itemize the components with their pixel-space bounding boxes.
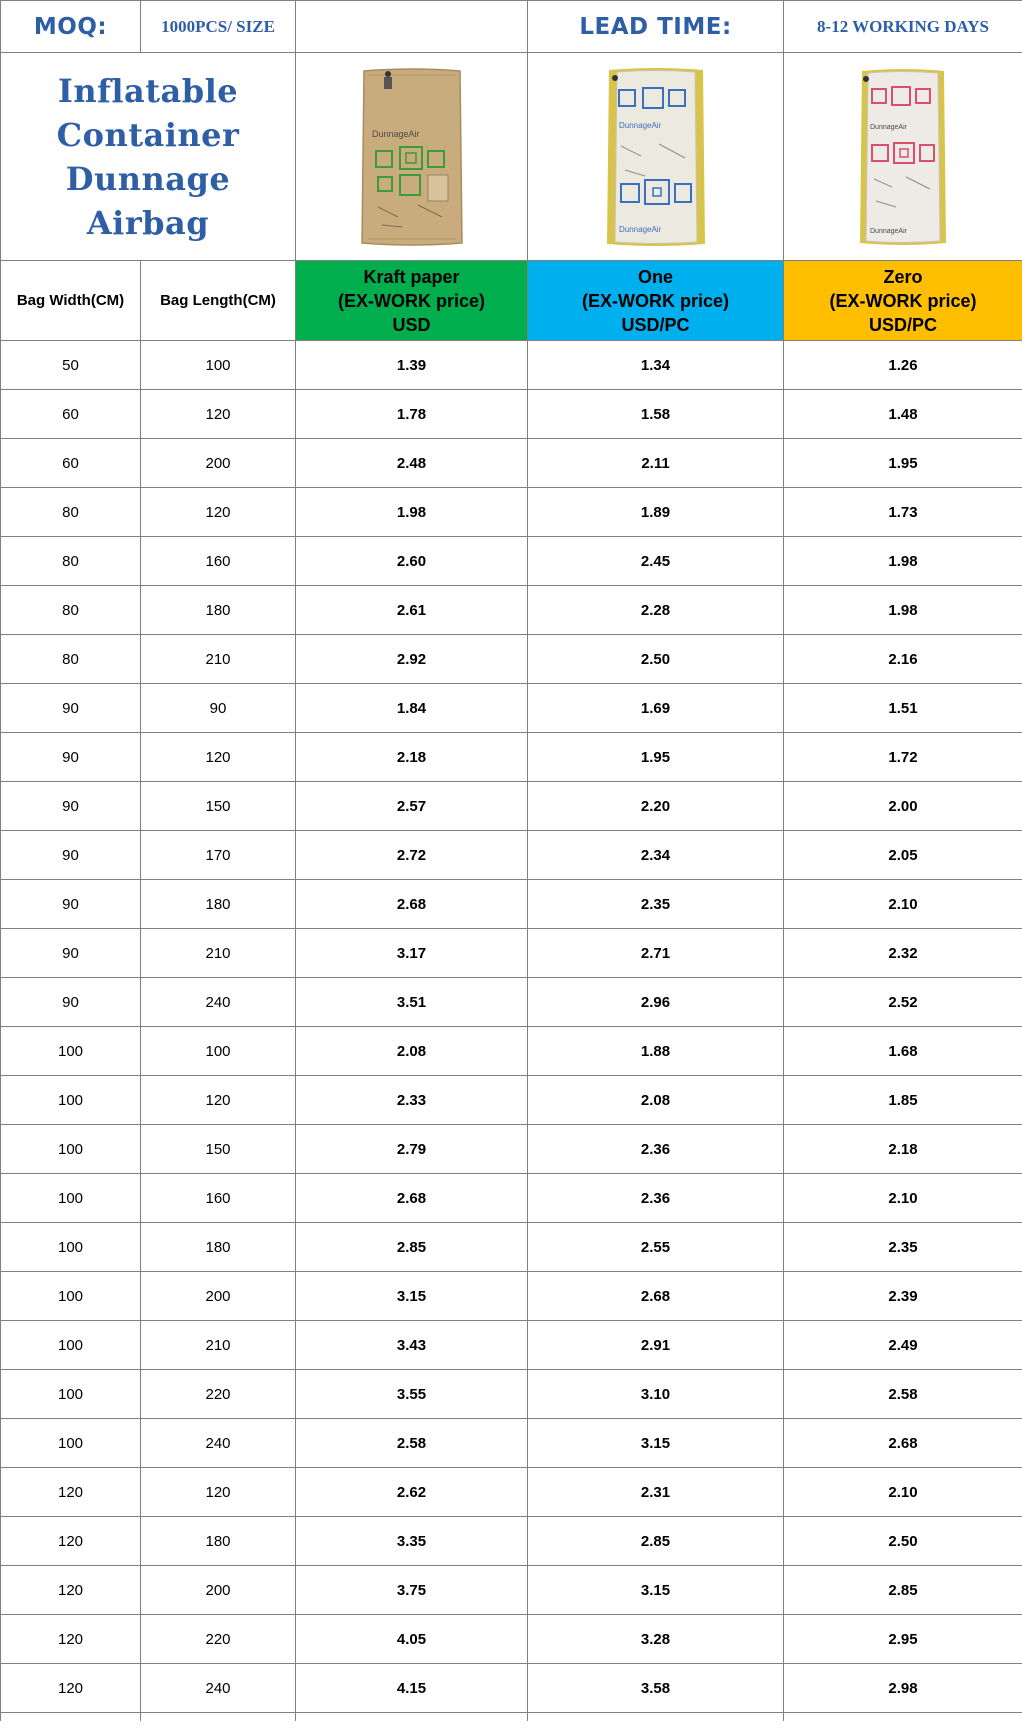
- table-row: [1, 439, 1022, 488]
- one-price-cell: 2.28: [528, 586, 784, 635]
- length-cell: 240: [141, 1419, 296, 1468]
- length-cell: 150: [141, 782, 296, 831]
- one-price-cell: 3.28: [528, 1615, 784, 1664]
- one-brand-text-bottom: DunnageAir: [618, 224, 661, 234]
- product-title-line: Dunnage: [65, 159, 231, 198]
- zero-brand-text-bottom: DunnageAir: [870, 227, 907, 235]
- kraft-price-cell: 2.33: [296, 1076, 528, 1125]
- width-cell: 120: [1, 1468, 141, 1517]
- table-row: [1, 1517, 1022, 1566]
- zero-brand-text-top: DunnageAir: [870, 123, 907, 131]
- kraft-price-cell: 3.55: [296, 1370, 528, 1419]
- kraft-price-cell: 2.18: [296, 733, 528, 782]
- kraft-price-cell: 1.39: [296, 341, 528, 390]
- table-row: [1, 586, 1022, 635]
- kraft-price-cell: 2.72: [296, 831, 528, 880]
- zero-price-cell: 2.10: [784, 880, 1022, 929]
- zero-airbag-image: [858, 67, 948, 247]
- length-cell: 180: [141, 880, 296, 929]
- kraft-price-cell: 3.17: [296, 929, 528, 978]
- one-price-cell: 2.85: [528, 1517, 784, 1566]
- width-column-header: Bag Width(CM): [1, 261, 141, 341]
- one-price-cell: 2.34: [528, 831, 784, 880]
- length-cell: 120: [141, 733, 296, 782]
- zero-price-cell: 2.00: [784, 782, 1022, 831]
- one-price-cell: 2.68: [528, 1272, 784, 1321]
- width-cell: 80: [1, 586, 141, 635]
- kraft-price-cell: 3.35: [296, 1517, 528, 1566]
- kraft-price-cell: 1.84: [296, 684, 528, 733]
- zero-price-cell: 2.68: [784, 1419, 1022, 1468]
- table-row: [1, 390, 1022, 439]
- kraft-price-cell: 2.48: [296, 439, 528, 488]
- kraft-price-cell: 3.51: [296, 978, 528, 1027]
- table-row: [1, 978, 1022, 1027]
- zero-price-cell: 2.58: [784, 1370, 1022, 1419]
- info-spacer: [296, 1, 528, 53]
- kraft-price-cell: 4.05: [296, 1615, 528, 1664]
- trailing-cell: [784, 1713, 1022, 1722]
- one-price-cell: 3.58: [528, 1664, 784, 1713]
- length-column-header: Bag Length(CM): [141, 261, 296, 341]
- table-row: [1, 1664, 1022, 1713]
- kraft-price-cell: 2.61: [296, 586, 528, 635]
- width-cell: 90: [1, 733, 141, 782]
- kraft-header-line: (EX-WORK price): [337, 290, 485, 311]
- length-cell: 120: [141, 1468, 296, 1517]
- trailing-cell: [528, 1713, 784, 1722]
- trailing-cell: [1, 1713, 141, 1722]
- table-row: [1, 1566, 1022, 1615]
- one-airbag-image: [605, 66, 707, 248]
- zero-price-cell: 2.49: [784, 1321, 1022, 1370]
- width-cell: 120: [1, 1517, 141, 1566]
- length-cell: 100: [141, 1027, 296, 1076]
- zero-price-cell: 2.16: [784, 635, 1022, 684]
- kraft-price-cell: 2.57: [296, 782, 528, 831]
- one-price-cell: 2.11: [528, 439, 784, 488]
- length-cell: 120: [141, 1076, 296, 1125]
- length-cell: 240: [141, 978, 296, 1027]
- one-price-cell: 2.50: [528, 635, 784, 684]
- zero-header-line: USD/PC: [868, 314, 937, 335]
- width-cell: 100: [1, 1272, 141, 1321]
- zero-bag-image-cell: [784, 53, 1022, 261]
- width-cell: 80: [1, 537, 141, 586]
- one-header-line: One: [637, 266, 673, 287]
- lead-time-label: LEAD TIME:: [528, 1, 784, 53]
- table-row: [1, 1125, 1022, 1174]
- one-price-cell: 2.08: [528, 1076, 784, 1125]
- kraft-price-cell: 1.78: [296, 390, 528, 439]
- table-row: [1, 1468, 1022, 1517]
- product-title-line: Inflatable: [57, 71, 239, 110]
- kraft-header-line: USD: [392, 314, 431, 335]
- table-row: [1, 1419, 1022, 1468]
- kraft-price-cell: 2.62: [296, 1468, 528, 1517]
- zero-price-cell: 1.95: [784, 439, 1022, 488]
- table-row: [1, 635, 1022, 684]
- one-price-cell: 2.71: [528, 929, 784, 978]
- one-price-cell: 2.35: [528, 880, 784, 929]
- zero-price-cell: 2.85: [784, 1566, 1022, 1615]
- one-bag-image-cell: [528, 53, 784, 261]
- table-row: [1, 1223, 1022, 1272]
- zero-price-cell: 2.32: [784, 929, 1022, 978]
- zero-price-cell: 2.10: [784, 1174, 1022, 1223]
- one-price-cell: 1.95: [528, 733, 784, 782]
- zero-price-cell: 2.52: [784, 978, 1022, 1027]
- table-row: [1, 831, 1022, 880]
- zero-price-cell: 1.73: [784, 488, 1022, 537]
- length-cell: 180: [141, 586, 296, 635]
- zero-price-cell: 1.85: [784, 1076, 1022, 1125]
- table-row: [1, 1174, 1022, 1223]
- one-price-cell: 2.36: [528, 1174, 784, 1223]
- one-price-cell: 3.10: [528, 1370, 784, 1419]
- one-header-line: (EX-WORK price): [581, 290, 729, 311]
- zero-price-cell: 1.48: [784, 390, 1022, 439]
- one-price-cell: 2.31: [528, 1468, 784, 1517]
- one-column-header: [528, 261, 784, 341]
- width-cell: 100: [1, 1223, 141, 1272]
- zero-price-cell: 2.05: [784, 831, 1022, 880]
- kraft-price-cell: 2.58: [296, 1419, 528, 1468]
- one-price-cell: 1.89: [528, 488, 784, 537]
- zero-price-cell: 2.10: [784, 1468, 1022, 1517]
- length-cell: 180: [141, 1223, 296, 1272]
- width-cell: 80: [1, 488, 141, 537]
- zero-price-cell: 1.68: [784, 1027, 1022, 1076]
- product-title-line: Airbag: [86, 203, 210, 242]
- kraft-price-cell: 2.60: [296, 537, 528, 586]
- lead-time-value: 8-12 WORKING DAYS: [784, 1, 1022, 53]
- one-price-cell: 1.88: [528, 1027, 784, 1076]
- zero-column-header: [784, 261, 1022, 341]
- width-cell: 60: [1, 390, 141, 439]
- length-cell: 150: [141, 1125, 296, 1174]
- moq-label: MOQ:: [1, 1, 141, 53]
- kraft-bag-image-cell: [296, 53, 528, 261]
- width-cell: 120: [1, 1615, 141, 1664]
- kraft-header-line: Kraft paper: [363, 266, 460, 287]
- width-cell: 100: [1, 1174, 141, 1223]
- trailing-cell: [296, 1713, 528, 1722]
- length-cell: 170: [141, 831, 296, 880]
- kraft-airbag-image: [358, 67, 466, 247]
- length-cell: 120: [141, 390, 296, 439]
- zero-price-cell: 1.98: [784, 586, 1022, 635]
- zero-price-cell: 1.51: [784, 684, 1022, 733]
- zero-price-cell: 2.35: [784, 1223, 1022, 1272]
- zero-price-cell: 2.18: [784, 1125, 1022, 1174]
- length-cell: 240: [141, 1664, 296, 1713]
- product-row: [1, 53, 1022, 261]
- table-row: [1, 733, 1022, 782]
- length-cell: 220: [141, 1370, 296, 1419]
- kraft-price-cell: 2.85: [296, 1223, 528, 1272]
- one-price-cell: 2.20: [528, 782, 784, 831]
- kraft-column-header: [296, 261, 528, 341]
- length-cell: 120: [141, 488, 296, 537]
- zero-header-line: Zero: [883, 266, 923, 287]
- width-cell: 120: [1, 1664, 141, 1713]
- kraft-price-cell: 3.75: [296, 1566, 528, 1615]
- length-cell: 160: [141, 537, 296, 586]
- zero-price-cell: 1.26: [784, 341, 1022, 390]
- one-price-cell: 1.69: [528, 684, 784, 733]
- length-cell: 200: [141, 1272, 296, 1321]
- zero-price-cell: 2.98: [784, 1664, 1022, 1713]
- length-cell: 210: [141, 1321, 296, 1370]
- one-price-cell: 1.58: [528, 390, 784, 439]
- table-row: [1, 929, 1022, 978]
- table-row: [1, 684, 1022, 733]
- width-cell: 100: [1, 1370, 141, 1419]
- kraft-price-cell: 2.08: [296, 1027, 528, 1076]
- width-cell: 100: [1, 1027, 141, 1076]
- trailing-cell: [141, 1713, 296, 1722]
- one-price-cell: 2.91: [528, 1321, 784, 1370]
- width-cell: 100: [1, 1321, 141, 1370]
- table-row: [1, 1615, 1022, 1664]
- kraft-price-cell: 2.68: [296, 1174, 528, 1223]
- width-cell: 90: [1, 782, 141, 831]
- one-price-cell: 3.15: [528, 1419, 784, 1468]
- width-cell: 90: [1, 929, 141, 978]
- one-price-cell: 3.15: [528, 1566, 784, 1615]
- price-rows: [1, 341, 1022, 1713]
- product-title: [1, 53, 296, 261]
- one-price-cell: 2.36: [528, 1125, 784, 1174]
- length-cell: 200: [141, 1566, 296, 1615]
- one-price-cell: 2.45: [528, 537, 784, 586]
- table-row: [1, 782, 1022, 831]
- width-cell: 120: [1, 1566, 141, 1615]
- table-row: [1, 880, 1022, 929]
- kraft-price-cell: 3.43: [296, 1321, 528, 1370]
- kraft-price-cell: 1.98: [296, 488, 528, 537]
- width-cell: 60: [1, 439, 141, 488]
- table-row: [1, 341, 1022, 390]
- length-cell: 160: [141, 1174, 296, 1223]
- moq-value: 1000PCS/ SIZE: [141, 1, 296, 53]
- one-price-cell: 2.96: [528, 978, 784, 1027]
- kraft-price-cell: 2.68: [296, 880, 528, 929]
- length-cell: 200: [141, 439, 296, 488]
- length-cell: 210: [141, 929, 296, 978]
- kraft-price-cell: 4.15: [296, 1664, 528, 1713]
- one-header-line: USD/PC: [621, 314, 690, 335]
- trailing-row: [1, 1713, 1022, 1722]
- one-price-cell: 2.55: [528, 1223, 784, 1272]
- width-cell: 90: [1, 831, 141, 880]
- zero-header-line: (EX-WORK price): [829, 290, 977, 311]
- one-price-cell: 1.34: [528, 341, 784, 390]
- kraft-price-cell: 2.79: [296, 1125, 528, 1174]
- length-cell: 220: [141, 1615, 296, 1664]
- table-row: [1, 1272, 1022, 1321]
- width-cell: 90: [1, 880, 141, 929]
- length-cell: 180: [141, 1517, 296, 1566]
- table-row: [1, 488, 1022, 537]
- width-cell: 90: [1, 978, 141, 1027]
- info-row: [1, 1, 1022, 53]
- kraft-price-cell: 2.92: [296, 635, 528, 684]
- table-row: [1, 1027, 1022, 1076]
- width-cell: 80: [1, 635, 141, 684]
- table-row: [1, 1370, 1022, 1419]
- zero-price-cell: 2.39: [784, 1272, 1022, 1321]
- zero-price-cell: 1.98: [784, 537, 1022, 586]
- width-cell: 100: [1, 1125, 141, 1174]
- width-cell: 90: [1, 684, 141, 733]
- length-cell: 90: [141, 684, 296, 733]
- table-row: [1, 537, 1022, 586]
- table-row: [1, 1321, 1022, 1370]
- width-cell: 100: [1, 1076, 141, 1125]
- table-row: [1, 1076, 1022, 1125]
- length-cell: 100: [141, 341, 296, 390]
- kraft-brand-text: DunnageAir: [371, 128, 420, 139]
- width-cell: 100: [1, 1419, 141, 1468]
- product-title-line: Container: [56, 115, 240, 154]
- zero-price-cell: 1.72: [784, 733, 1022, 782]
- zero-price-cell: 2.50: [784, 1517, 1022, 1566]
- one-brand-text-top: DunnageAir: [618, 120, 661, 130]
- length-cell: 210: [141, 635, 296, 684]
- kraft-price-cell: 3.15: [296, 1272, 528, 1321]
- zero-price-cell: 2.95: [784, 1615, 1022, 1664]
- column-header-row: [1, 261, 1022, 341]
- width-cell: 50: [1, 341, 141, 390]
